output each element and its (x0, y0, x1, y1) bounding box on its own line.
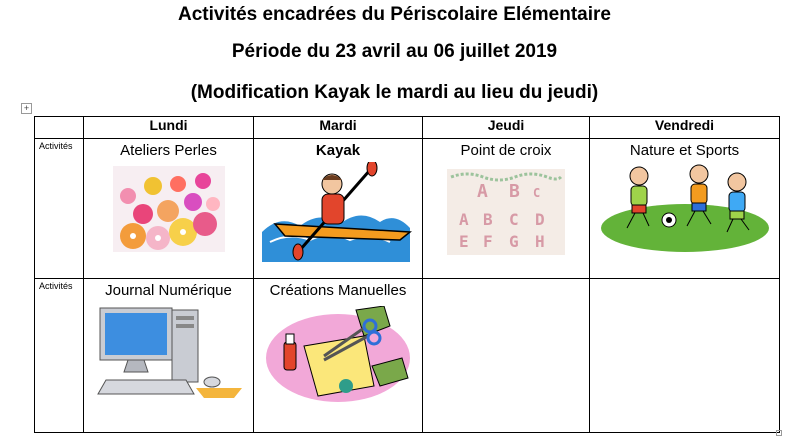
activity-label: Créations Manuelles (269, 282, 407, 299)
stitch-letter: H (535, 232, 545, 251)
stitch-letter: G (509, 232, 519, 251)
table-move-handle[interactable]: + (21, 103, 32, 114)
cell-mardi-2 (254, 279, 423, 433)
document-title: Activités encadrées du Périscolaire Elémentaire (178, 4, 611, 25)
cell-lundi-1 (84, 139, 254, 279)
schedule-table (34, 116, 780, 433)
header-vendredi: Vendredi (590, 117, 780, 139)
header-lundi: Lundi (84, 117, 254, 139)
cell-jeudi-1 (423, 139, 590, 279)
table-row (35, 279, 780, 433)
row-label: Activités (35, 139, 84, 279)
stitch-letter: F (483, 232, 493, 251)
cell-jeudi-2 (423, 279, 590, 433)
stitch-letter: D (535, 210, 545, 229)
header-empty (35, 117, 84, 139)
header-mardi: Mardi (254, 117, 423, 139)
period-subtitle: Période du 23 avril au 06 juillet 2019 (231, 41, 558, 62)
stitch-letter: E (459, 232, 469, 251)
activity-label: Journal Numérique (105, 282, 232, 299)
header-row (35, 117, 780, 139)
activity-label: Point de croix (460, 142, 552, 159)
cell-mardi-1 (254, 139, 423, 279)
stitch-letter: A (477, 181, 488, 202)
stitch-letter: A (459, 210, 469, 229)
beads-icon (113, 166, 225, 252)
activity-label: Nature et Sports (629, 142, 740, 159)
cross-stitch-icon (447, 169, 565, 255)
table-row (35, 139, 780, 279)
scissors-craft-icon (264, 306, 412, 404)
stitch-letter: B (483, 210, 493, 229)
activity-label: Kayak (315, 142, 361, 159)
kids-soccer-icon (599, 162, 771, 258)
activity-label: Ateliers Perles (120, 142, 217, 159)
header-jeudi: Jeudi (423, 117, 590, 139)
cell-vendredi-2 (590, 279, 780, 433)
row-label: Activités (35, 279, 84, 433)
cell-lundi-2 (84, 279, 254, 433)
cell-vendredi-1 (590, 139, 780, 279)
computer-icon (94, 302, 244, 408)
text-cursor (779, 279, 780, 293)
stitch-letter: C (533, 186, 541, 200)
kayak-icon (260, 162, 416, 262)
stitch-letter: C (509, 210, 519, 229)
stitch-letter: B (509, 181, 520, 202)
modification-note: (Modification Kayak le mardi au lieu du jeudi) (190, 82, 599, 103)
table-resize-handle[interactable] (776, 430, 782, 436)
